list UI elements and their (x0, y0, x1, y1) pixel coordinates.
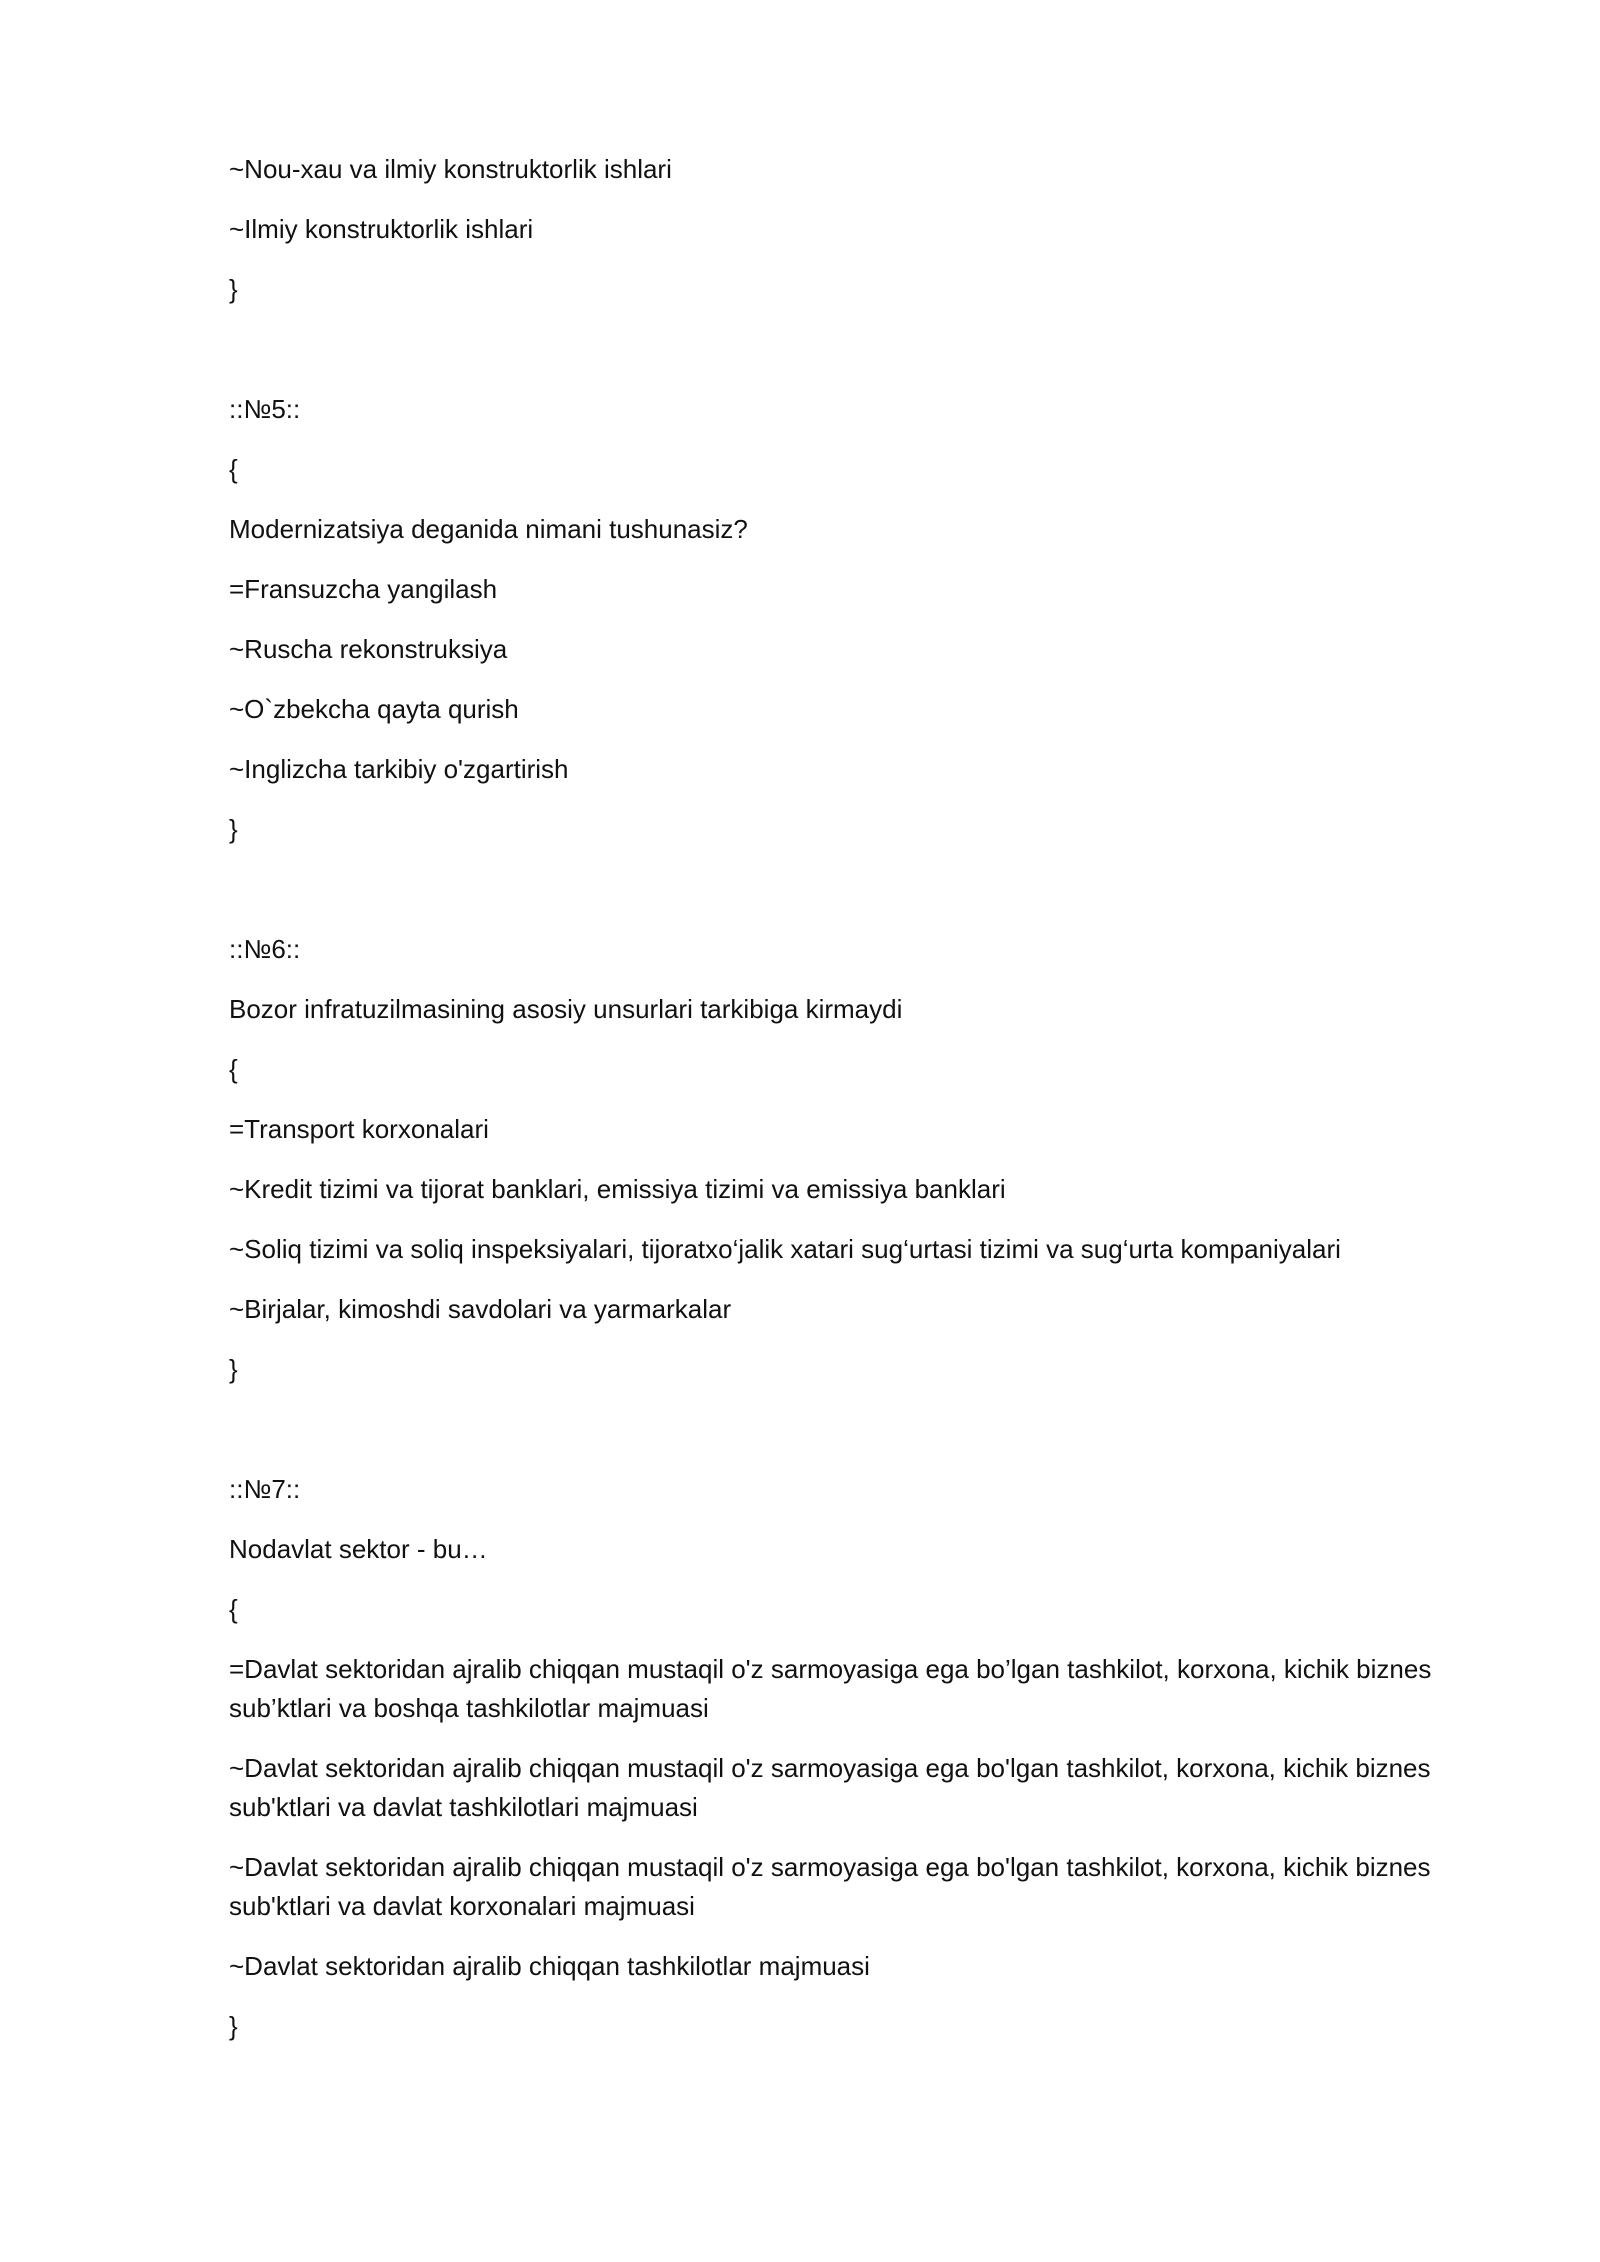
answer-option: ~Davlat sektoridan ajralib chiqqan mustaqil o'z sarmoyasiga ega bo'lgan tashkilot, korxona, kichik biznes sub'ktlari va davlat tashkilotlari majmuasi (229, 1753, 1431, 1822)
opening-brace: { (229, 1594, 238, 1624)
question-text: Nodavlat sektor - bu… (229, 1534, 488, 1564)
document-body (229, 150, 1479, 2067)
question-number: ::№6:: (229, 934, 301, 964)
closing-brace: } (229, 1354, 238, 1384)
question-number: ::№7:: (229, 1474, 301, 1504)
answer-option: ~Birjalar, kimoshdi savdolari va yarmarkalar (229, 1294, 732, 1324)
question-number: ::№5:: (229, 394, 301, 424)
block-spacer (229, 1410, 1479, 1470)
question-text: Bozor infratuzilmasining asosiy unsurlari tarkibiga kirmaydi (229, 994, 903, 1024)
opening-brace: { (229, 454, 238, 484)
closing-brace: } (229, 2011, 238, 2041)
question-block-6 (229, 930, 1479, 1389)
answer-option: ~O`zbekcha qayta qurish (229, 694, 519, 724)
answer-option: ~Davlat sektoridan ajralib chiqqan tashkilotlar majmuasi (229, 1951, 870, 1981)
answer-option: ~Kredit tizimi va tijorat banklari, emissiya tizimi va emissiya banklari (229, 1174, 1006, 1204)
correct-answer: =Fransuzcha yangilash (229, 574, 498, 604)
closing-brace: } (229, 814, 238, 844)
block-spacer (229, 870, 1479, 930)
correct-answer: =Davlat sektoridan ajralib chiqqan mustaqil o'z sarmoyasiga ega bo’lgan tashkilot, korxona, kichik biznes sub’ktlari va boshqa tashkilotlar majmuasi (229, 1654, 1432, 1723)
answer-option: ~Nou-xau va ilmiy konstruktorlik ishlari (229, 154, 672, 184)
correct-answer: =Transport korxonalari (229, 1114, 489, 1144)
answer-option: ~Ilmiy konstruktorlik ishlari (229, 214, 534, 244)
question-block-7 (229, 1470, 1479, 2046)
closing-brace: } (229, 274, 238, 304)
answer-option: ~Davlat sektoridan ajralib chiqqan mustaqil o'z sarmoyasiga ega bo'lgan tashkilot, korxona, kichik biznes sub'ktlari va davlat korxonalari majmuasi (229, 1852, 1431, 1921)
question-block-5 (229, 390, 1479, 849)
question-block-tail (229, 150, 1479, 309)
opening-brace: { (229, 1054, 238, 1084)
answer-option: ~Ruscha rekonstruksiya (229, 634, 508, 664)
answer-option: ~Inglizcha tarkibiy o'zgartirish (229, 754, 569, 784)
question-text: Modernizatsiya deganida nimani tushunasiz? (229, 514, 748, 544)
answer-option: ~Soliq tizimi va soliq inspeksiyalari, tijoratxo‘jalik xatari sug‘urtasi tizimi va sug‘urta kompaniyalari (229, 1234, 1341, 1264)
block-spacer (229, 330, 1479, 390)
